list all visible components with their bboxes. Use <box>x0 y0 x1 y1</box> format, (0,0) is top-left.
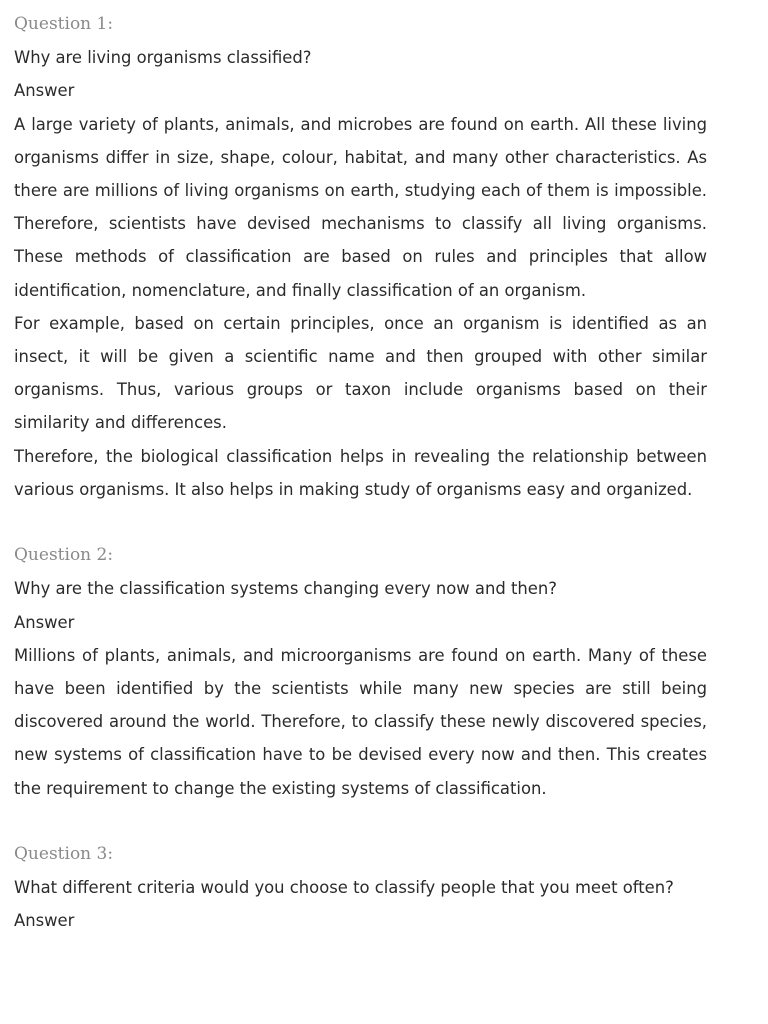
question-2-section <box>14 539 707 805</box>
question-2-answer-paragraph-1: Millions of plants, animals, and microorganisms are found on earth. Many of these have been identified by the scientists while many new species are still being discovered around the world. Therefore, to classify these newly discovered species, new systems of classification have to be devised every now and then. This creates the requirement to change the existing systems of classification. <box>14 645 707 798</box>
question-2-text: Why are the classification systems changing every now and then? <box>14 579 557 599</box>
question-3-title: Question 3: <box>14 843 114 864</box>
question-1-answer-paragraph-3: Therefore, the biological classification helps in revealing the relationship between various organisms. It also helps in making study of organisms easy and organized. <box>14 446 707 499</box>
question-1-answer-label: Answer <box>14 81 75 101</box>
section-spacer <box>14 506 707 539</box>
section-spacer <box>14 805 707 838</box>
question-3-section <box>14 838 707 938</box>
question-2-title: Question 2: <box>14 545 114 566</box>
question-1-text: Why are living organisms classified? <box>14 48 312 68</box>
question-3-answer-label: Answer <box>14 911 75 931</box>
question-1-answer-paragraph-2: For example, based on certain principles, once an organism is identified as an insect, it will be given a scientific name and then grouped with other similar organisms. Thus, various groups or taxon include organisms based on their similarity and differences. <box>14 313 707 433</box>
question-1-section <box>14 8 707 506</box>
document-page <box>14 8 707 938</box>
question-2-answer-label: Answer <box>14 612 75 632</box>
question-3-text: What different criteria would you choose to classify people that you meet often? <box>14 878 674 898</box>
question-1-answer-paragraph-1: A large variety of plants, animals, and microbes are found on earth. All these living organisms differ in size, shape, colour, habitat, and many other characteristics. As there are millions of living organisms on earth, studying each of them is impossible. Therefore, scientists have devised mechanisms to classify all living organisms. These methods of classification are based on rules and principles that allow identification, nomenclature, and finally classification of an organism. <box>14 114 707 300</box>
question-1-title: Question 1: <box>14 14 114 34</box>
